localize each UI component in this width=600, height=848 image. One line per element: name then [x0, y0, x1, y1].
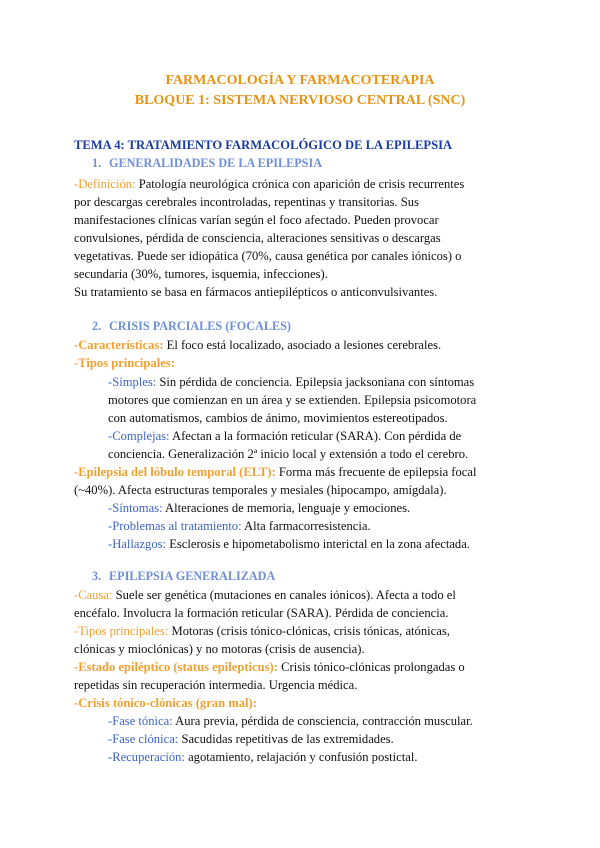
- types-label: -Tipos principales:: [74, 356, 175, 370]
- status-text: Crisis tónico-clónicas prolongadas o: [277, 660, 465, 674]
- simple-label: -Simples:: [108, 375, 157, 389]
- tonic-phase-label: -Fase tónica:: [108, 714, 173, 728]
- document-subtitle: BLOQUE 1: SISTEMA NERVIOSO CENTRAL (SNC): [134, 93, 466, 108]
- treatment-problems-line: [108, 517, 371, 535]
- symptoms-text: Alteraciones de memoria, lenguaje y emociones.: [162, 501, 411, 515]
- clonic-phase-label: -Fase clónica:: [108, 732, 179, 746]
- characteristics-text: El foco está localizado, asociado a lesiones cerebrales.: [163, 338, 442, 352]
- text-line: clónicas y mioclónicas) y no motoras (crisis de ausencia).: [74, 642, 365, 656]
- elt-text: Forma más frecuente de epilepsia focal: [275, 465, 477, 479]
- status-line: [74, 658, 465, 676]
- characteristics-line: [74, 336, 441, 354]
- symptoms-label: -Síntomas:: [108, 501, 163, 515]
- simple-text: Sin pérdida de conciencia. Epilepsia jacksoniana con síntomas: [156, 375, 475, 389]
- characteristics-label: -Características:: [74, 338, 164, 352]
- tonic-clonic-label: -Crisis tónico-clónicas (gran mal):: [74, 696, 257, 710]
- section-2-number: 2.: [92, 319, 102, 333]
- symptoms-line: [108, 499, 410, 517]
- cause-label: -Causa:: [74, 588, 113, 602]
- tonic-phase-line: [108, 712, 473, 730]
- section-3-heading: EPILEPSIA GENERALIZADA: [109, 569, 276, 583]
- text-line: manifestaciones clínicas varían según el foco afectado. Pueden provocar: [74, 213, 439, 227]
- text-line: (~40%). Afecta estructuras temporales y mesiales (hipocampo, amígdala).: [74, 483, 447, 497]
- text-line: convulsiones, pérdida de consciencia, alteraciones sensitivas o descargas: [74, 231, 441, 245]
- text-line: vegetativas. Puede ser idiopática (70%, causa genética por canales iónicos) o: [74, 249, 462, 263]
- text-line: conciencia. Generalización 2ª inicio local y extensión a todo el cerebro.: [108, 447, 469, 461]
- clonic-phase-text: Sacudidas repetitivas de las extremidades.: [178, 732, 394, 746]
- types-line: [74, 622, 450, 640]
- text-line: repetidas sin recuperación intermedia. Urgencia médica.: [74, 678, 358, 692]
- definition-line: [74, 175, 464, 193]
- text-line: encéfalo. Involucra la formación reticular (SARA). Pérdida de conciencia.: [74, 606, 449, 620]
- definition-text: Patología neurológica crónica con aparición de crisis recurrentes: [135, 177, 465, 191]
- clonic-phase-line: [108, 730, 394, 748]
- complex-text: Afectan a la formación reticular (SARA). Con pérdida de: [169, 429, 462, 443]
- recovery-text: agotamiento, relajación y confusión postictal.: [184, 750, 418, 764]
- recovery-label: -Recuperación:: [108, 750, 185, 764]
- section-1-heading: GENERALIDADES DE LA EPILEPSIA: [109, 156, 322, 170]
- recovery-line: [108, 748, 418, 766]
- section-2-heading: CRISIS PARCIALES (FOCALES): [109, 319, 291, 333]
- treatment-problems-label: -Problemas al tratamiento:: [108, 519, 242, 533]
- tema-heading: TEMA 4: TRATAMIENTO FARMACOLÓGICO DE LA EPILEPSIA: [74, 138, 453, 152]
- document-title: FARMACOLOGÍA Y FARMACOTERAPIA: [165, 73, 435, 88]
- section-1-number: 1.: [92, 156, 102, 170]
- text-line: secundaria (30%, tumores, isquemia, infecciones).: [74, 267, 328, 281]
- simple-line: [108, 373, 474, 391]
- status-label: -Estado epiléptico (status epilepticus):: [74, 660, 278, 674]
- cause-text: Suele ser genética (mutaciones en canales iónicos). Afecta a todo el: [112, 588, 456, 602]
- findings-text: Esclerosis e hipometabolismo interictal en la zona afectada.: [166, 537, 470, 551]
- section-3-number: 3.: [92, 569, 102, 583]
- text-line: con automatismos, cambios de ánimo, movimientos estereotipados.: [108, 411, 448, 425]
- elt-label: -Epilepsia del lóbulo temporal (ELT):: [74, 465, 276, 479]
- text-line: por descargas cerebrales incontroladas, repentinas y transitorias. Sus: [74, 195, 419, 209]
- tonic-phase-text: Aura previa, pérdida de consciencia, contracción muscular.: [172, 714, 473, 728]
- complex-line: [108, 427, 461, 445]
- text-line: Su tratamiento se basa en fármacos antiepilépticos o anticonvulsivantes.: [74, 285, 438, 299]
- cause-line: [74, 586, 456, 604]
- definition-label: -Definición:: [74, 177, 136, 191]
- elt-line: [74, 463, 476, 481]
- findings-label: -Hallazgos:: [108, 537, 167, 551]
- text-line: motores que comienzan en un área y se extienden. Epilepsia psicomotora: [108, 393, 477, 407]
- findings-line: [108, 535, 470, 553]
- types-label-2: -Tipos principales:: [74, 624, 169, 638]
- treatment-problems-text: Alta farmacorresistencia.: [241, 519, 371, 533]
- complex-label: -Complejas:: [108, 429, 170, 443]
- types-text: Motoras (crisis tónico-clónicas, crisis tónicas, atónicas,: [168, 624, 450, 638]
